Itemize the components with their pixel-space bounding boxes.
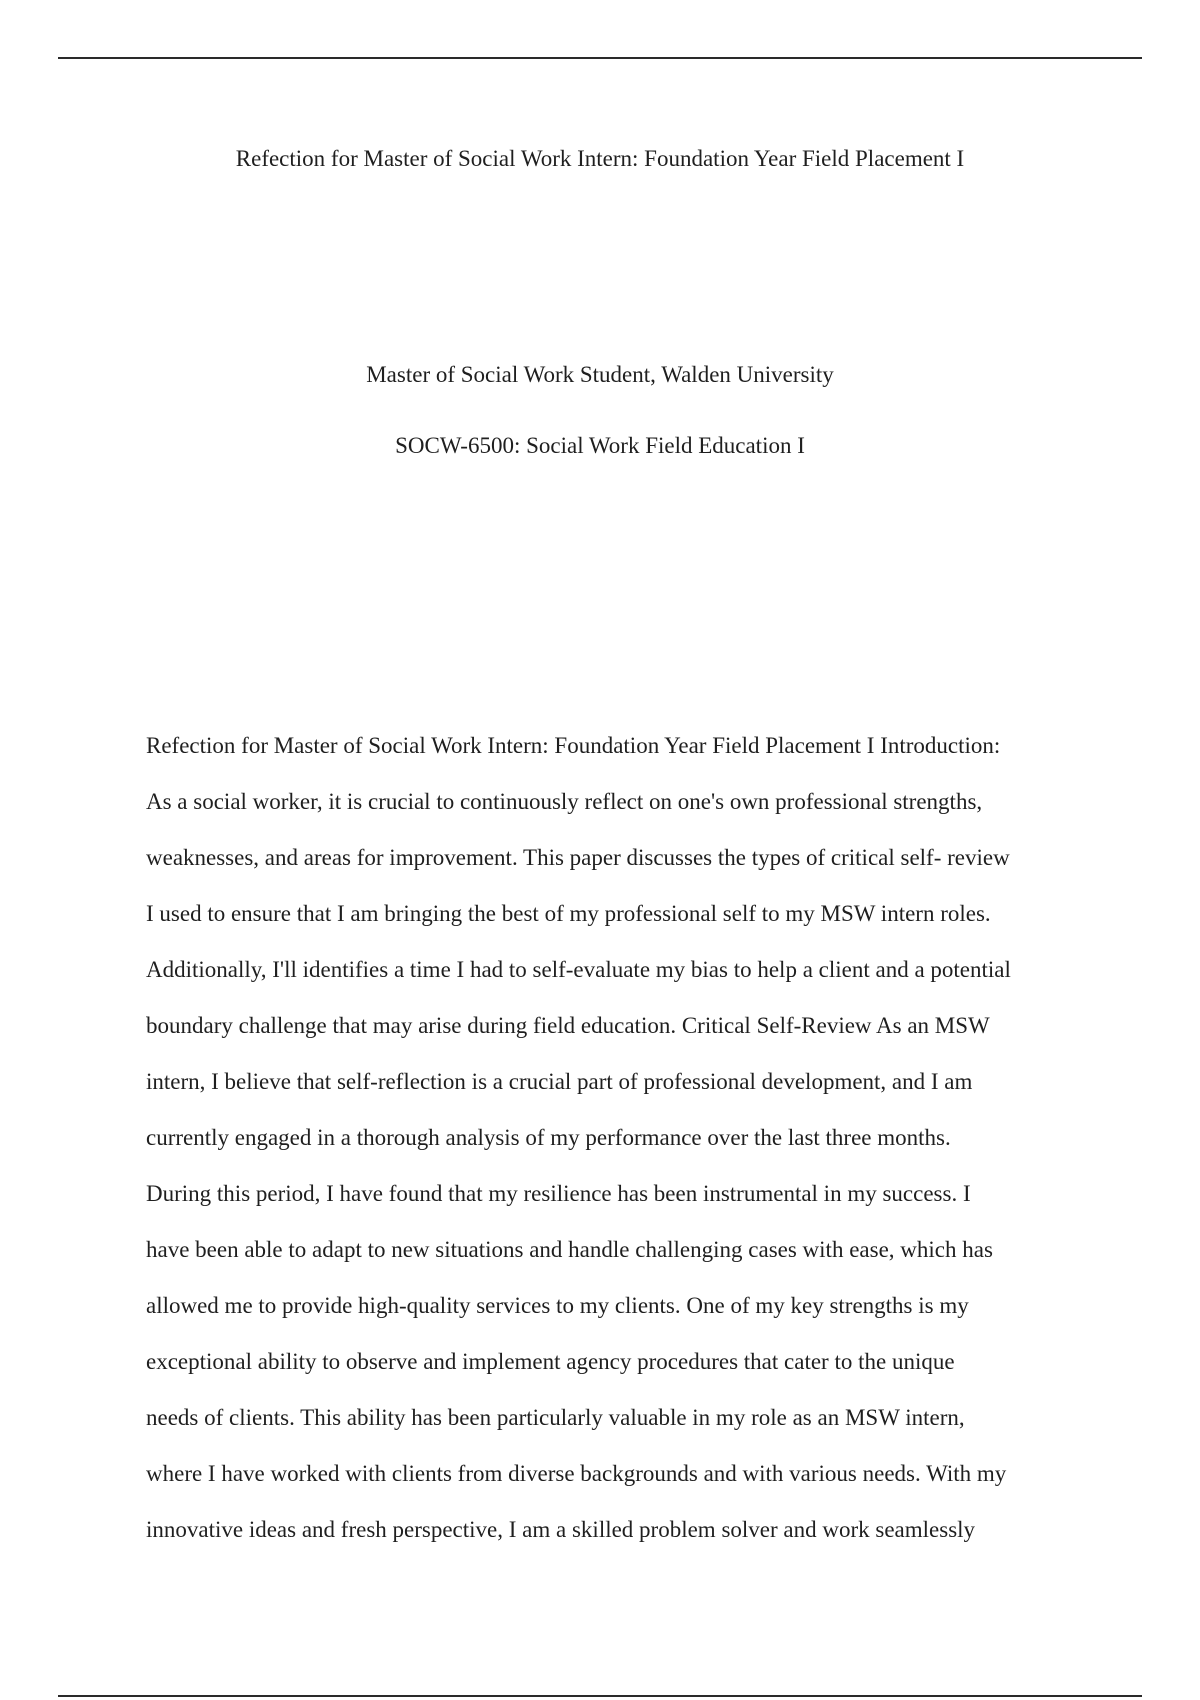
body-line: where I have worked with clients from diverse backgrounds and with various needs. With my	[146, 1461, 1007, 1486]
body-line: exceptional ability to observe and implement agency procedures that cater to the unique	[146, 1349, 955, 1374]
body-line: currently engaged in a thorough analysis of my performance over the last three months.	[146, 1125, 951, 1150]
body-line: Additionally, I'll identifies a time I had to self-evaluate my bias to help a client and a potential	[146, 957, 1011, 982]
top-rule	[58, 57, 1142, 59]
body-line: As a social worker, it is crucial to continuously reflect on one's own professional strengths,	[146, 789, 983, 814]
bottom-rule	[58, 1695, 1142, 1697]
body-line: weaknesses, and areas for improvement. This paper discusses the types of critical self- review	[146, 845, 1010, 870]
body-line: I used to ensure that I am bringing the best of my professional self to my MSW intern roles.	[146, 901, 991, 926]
body-line: allowed me to provide high-quality services to my clients. One of my key strengths is my	[146, 1293, 969, 1318]
body-line: needs of clients. This ability has been particularly valuable in my role as an MSW intern,	[146, 1405, 965, 1430]
author-line: Master of Social Work Student, Walden University	[366, 362, 834, 387]
document-title: Refection for Master of Social Work Intern: Foundation Year Field Placement I	[235, 146, 965, 171]
body-line: have been able to adapt to new situations and handle challenging cases with ease, which has	[146, 1237, 993, 1262]
body-line: intern, I believe that self-reflection is a crucial part of professional development, and I am	[146, 1069, 973, 1094]
course-line: SOCW-6500: Social Work Field Education I	[395, 433, 805, 458]
body-paragraph	[146, 718, 1066, 1558]
body-line: During this period, I have found that my resilience has been instrumental in my success. I	[146, 1181, 971, 1206]
body-line: boundary challenge that may arise during field education. Critical Self-Review As an MSW	[146, 1013, 990, 1038]
body-line: innovative ideas and fresh perspective, I am a skilled problem solver and work seamlessly	[146, 1517, 976, 1542]
body-line: Refection for Master of Social Work Intern: Foundation Year Field Placement I Introduction:	[146, 733, 1001, 758]
